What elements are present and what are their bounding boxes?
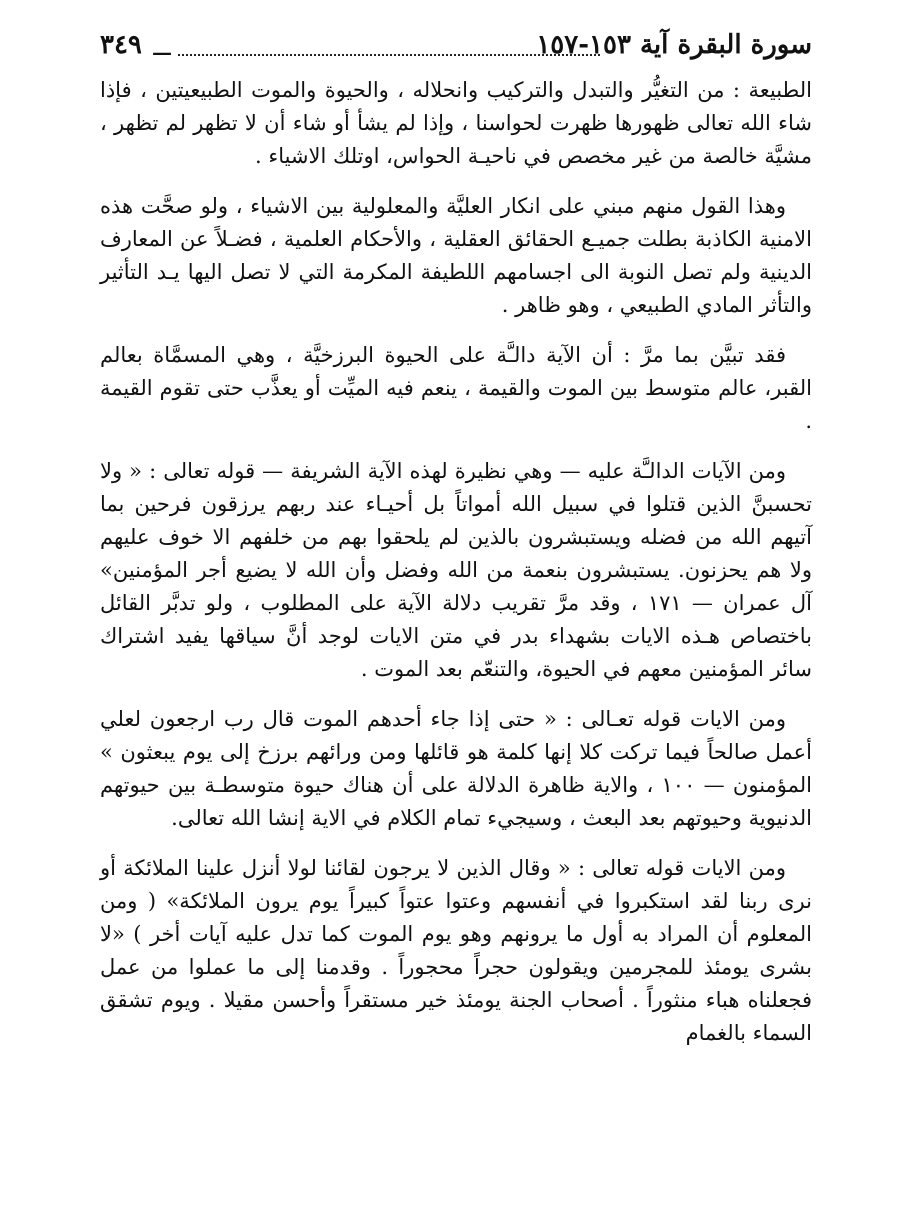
paragraph-2: وهذا القول منهم مبني على انكار العليَّة والمعلولية بين الاشياء ، ولو صحَّت هذه الامنية الكاذبة بطلت جميـع الحقائق العقلية ، والأحكام العلمية ، فضـلاً عن المعارف الدينية ولم تصل النوبة الى اجسامهم اللطيفة المكرمة التي لا تصل اليها يـد التأثير والتأثر المادي الطبيعي ، وهو ظاهر . [100, 194, 812, 317]
page-number: ٣٤٩ [100, 30, 142, 60]
running-title: سورة البقرة آية ١٥٣-١٥٧ [536, 30, 812, 60]
header-dotted-leader [178, 54, 600, 56]
header-dash: — [152, 40, 172, 64]
paragraph-1: الطبيعة : من التغيُّر والتبدل والتركيب وانحلاله ، والحيوة والموت الطبيعيتين ، فإذا شاء الله تعالى ظهورها ظهرت لحواسنا ، وإذا لم يشأ أو شاء أن لا تظهر لم تظهر ، مشيَّة خالصة من غير مخصص في ناحيـة الحواس، اوتلك الاشياء . [100, 78, 812, 168]
page-header [100, 30, 812, 74]
paragraph-3: فقد تبيَّن بما مرَّ : أن الآية دالـَّة على الحيوة البرزخيَّة ، وهي المسمَّاة بعالم القبر، عالم متوسط بين الموت والقيمة ، ينعم فيه الميِّت أو يعذَّب حتى تقوم القيمة . [100, 343, 812, 433]
page [100, 30, 812, 1067]
paragraph-6: ومن الايات قوله تعالى : « وقال الذين لا يرجون لقائنا لولا أنزل علينا الملائكة أو نرى ربنا لقد استكبروا في أنفسهم وعتوا عتواً كبيراً يوم يرون الملائكة» ( ومن المعلوم أن المراد به أول ما يرونهم وهو يوم الموت كما تدل عليه آيات أخر ) «لا بشرى يومئذ للمجرمين ويقولون حجراً محجوراً . وقدمنا إلى ما عملوا من عمل فجعلناه هباء منثوراً . أصحاب الجنة يومئذ خير مستقراً وأحسن مقيلا . ويوم تشقق السماء بالغمام [100, 856, 812, 1045]
paragraph-4: ومن الآيات الدالـَّة عليه — وهي نظيرة لهذه الآية الشريفة — قوله تعالى : « ولا تحسبنَّ الذين قتلوا في سبيل الله أمواتاً بل أحيـاء عند ربهم يرزقون فرحين بما آتيهم الله من فضله ويستبشرون بالذين لم يلحقوا بهم من خلفهم الا خوف عليهم ولا هم يحزنون. يستبشرون بنعمة من الله وفضل وأن الله لا يضيع أجر المؤمنين» آل عمران — ١٧١ ، وقد مرَّ تقريب دلالة الآية على المطلوب ، ولو تدبَّر القائل باختصاص هـذه الايات بشهداء بدر في متن الايات لوجد أنَّ سياقها يفيد اشتراك سائر المؤمنين معهم في الحيوة، والتنعّم بعد الموت . [100, 459, 812, 681]
paragraph-5: ومن الايات قوله تعـالى : « حتى إذا جاء أحدهم الموت قال رب ارجعون لعلي أعمل صالحاً فيما تركت كلا إنها كلمة هو قائلها ومن ورائهم برزخ إلى يوم يبعثون » المؤمنون — ١٠٠ ، والاية ظاهرة الدلالة على أن هناك حيوة متوسطـة بين حيوتهم الدنيوية وحيوتهم بعد البعث ، وسيجيء تمام الكلام في الاية إنشا الله تعالى. [100, 707, 812, 830]
